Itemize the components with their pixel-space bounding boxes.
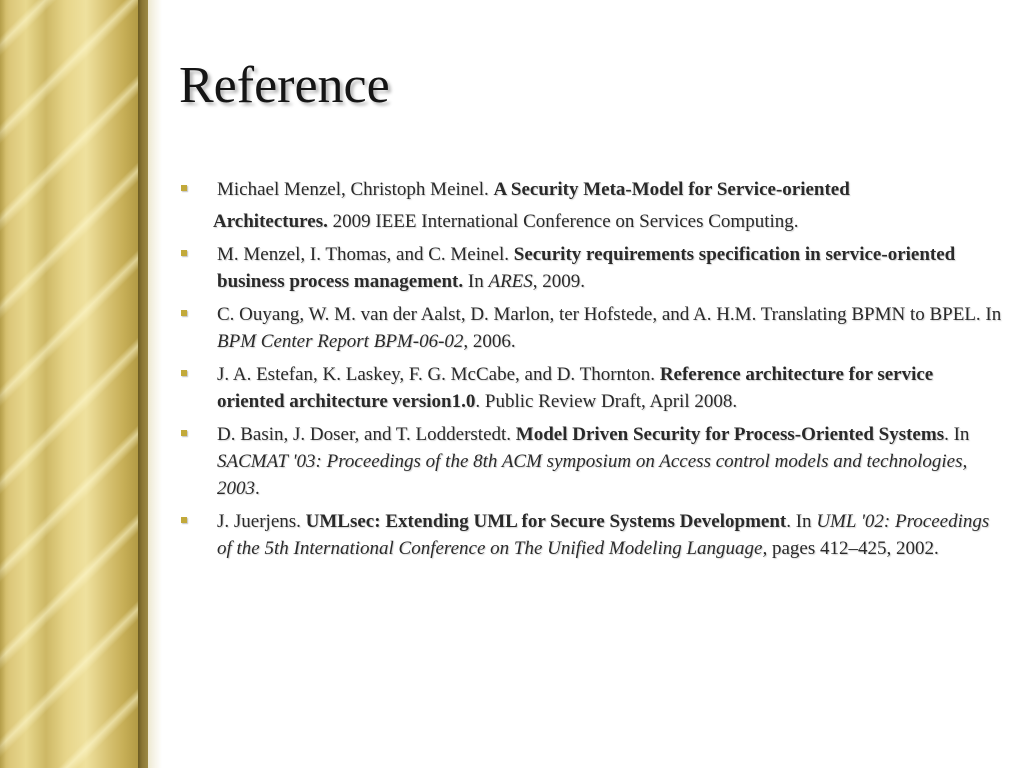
reference-title-continued: Architectures.: [213, 211, 328, 232]
reference-authors: J. Juerjens.: [217, 511, 301, 532]
reference-year: , 2009.: [532, 271, 586, 292]
pillar-shadow-decoration: [138, 0, 148, 768]
reference-authors: Michael Menzel, Christoph Meinel.: [217, 179, 489, 200]
reference-continuation: [213, 208, 1002, 235]
reference-title: UMLsec: Extending UML for Secure Systems Development: [305, 511, 787, 532]
reference-venue: . Public Review Draft, April 2008.: [475, 391, 738, 412]
reference-authors: M. Menzel, I. Thomas, and C. Meinel.: [217, 244, 509, 265]
reference-in: . In: [786, 511, 812, 532]
reference-title: Security requirements specification in service-oriented business process management.: [217, 244, 956, 292]
reference-venue: SACMAT '03: Proceedings of the 8th ACM symposium on Access control models and technologies, 2003: [217, 451, 968, 499]
square-bullet-icon: [181, 185, 187, 191]
reference-pages-year: pages 412–425, 2002.: [771, 538, 939, 559]
reference-authors-title: C. Ouyang, W. M. van der Aalst, D. Marlon, ter Hofstede, and A. H.M. Translating BPMN to BPEL. In: [217, 304, 1002, 325]
reference-title: Reference architecture for service oriented architecture version1.0: [217, 364, 934, 412]
pillar-highlight-decoration: [148, 0, 162, 768]
square-bullet-icon: [181, 517, 187, 523]
reference-end: .: [255, 478, 260, 499]
reference-venue: BPM Center Report BPM-06-02: [217, 331, 464, 352]
square-bullet-icon: [181, 370, 187, 376]
reference-item: [180, 176, 1002, 235]
reference-year: , 2006.: [463, 331, 516, 352]
reference-title: Model Driven Security for Process-Oriented Systems: [515, 424, 945, 445]
gold-column-decoration: [0, 0, 138, 768]
reference-item: [180, 241, 1002, 295]
reference-authors: D. Basin, J. Doser, and T. Lodderstedt.: [217, 424, 512, 445]
slide-title: Reference: [179, 57, 390, 114]
square-bullet-icon: [181, 250, 187, 256]
reference-venue: UML '02: Proceedings of the 5th International Conference on The Unified Modeling Language,: [217, 511, 990, 559]
reference-in: . In: [944, 424, 970, 445]
reference-item: [180, 361, 1002, 415]
reference-title: A Security Meta-Model for Service-oriented: [493, 179, 850, 200]
reference-item: [180, 421, 1002, 502]
square-bullet-icon: [181, 310, 187, 316]
reference-venue: ARES: [488, 271, 533, 292]
reference-authors: J. A. Estefan, K. Laskey, F. G. McCabe, and D. Thornton.: [217, 364, 656, 385]
reference-list: [180, 176, 1002, 568]
square-bullet-icon: [181, 430, 187, 436]
reference-in: In: [467, 271, 484, 292]
reference-venue: 2009 IEEE International Conference on Services Computing.: [332, 211, 799, 232]
reference-item: [180, 301, 1002, 355]
reference-item: [180, 508, 1002, 562]
